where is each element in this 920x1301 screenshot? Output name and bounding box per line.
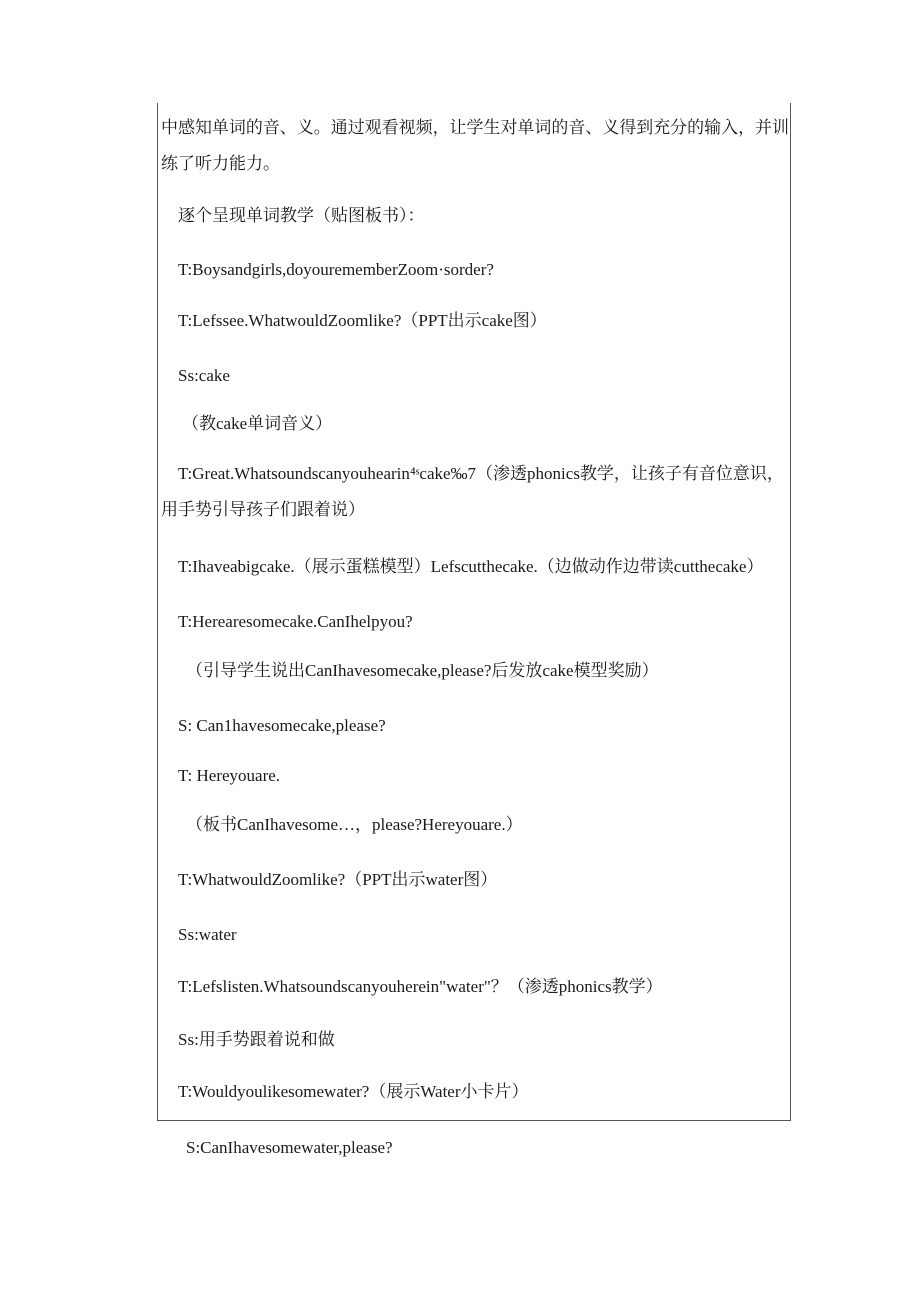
dialogue-line: T:Lefssee.WhatwouldZoomlike?（PPT出示cake图） — [178, 311, 547, 330]
dialogue-line: T:Great.Whatsoundscanyouhearin⁴ˢcake‰7（渗透phonics教学，让孩子有音位意识， — [178, 464, 784, 483]
dialogue-line-continued: 用手势引导孩子们跟着说） — [161, 500, 365, 519]
teaching-note: （教cake单词音义） — [182, 414, 333, 433]
dialogue-line: T:Lefslisten.Whatsoundscanyouherein"water"？（渗透phonics教学） — [178, 977, 663, 996]
dialogue-line: T:Herearesomecake.CanIhelpyou? — [178, 612, 413, 631]
dialogue-line: Ss:用手势跟着说和做 — [178, 1030, 335, 1049]
dialogue-line: T:WhatwouldZoomlike?（PPT出示water图） — [178, 870, 498, 889]
section-heading: 逐个呈现单词教学（贴图板书）： — [178, 206, 425, 225]
dialogue-line-after-table: S:CanIhavesomewater,please? — [186, 1138, 393, 1157]
dialogue-line: Ss:cake — [178, 366, 230, 385]
paragraph-line-1: 中感知单词的音、义。通过观看视频，让学生对单词的音、义得到充分的输入，并训 — [161, 118, 789, 137]
dialogue-line: S: Can1havesomecake,please? — [178, 716, 386, 735]
paragraph-line-2: 练了听力能力。 — [161, 154, 280, 173]
dialogue-line: T:Boysandgirls,doyourememberZoom·sorder? — [178, 260, 494, 279]
dialogue-line: T:Wouldyoulikesomewater?（展示Water小卡片） — [178, 1082, 529, 1101]
dialogue-line: Ss:water — [178, 925, 237, 944]
teaching-note: （板书CanIhavesome…，please?Hereyouare.） — [186, 815, 523, 834]
teaching-note: （引导学生说出CanIhavesomecake,please?后发放cake模型奖励） — [186, 661, 659, 680]
dialogue-line: T: Hereyouare. — [178, 766, 281, 785]
dialogue-line: T:Ihaveabigcake.（展示蛋糕模型）Lefscutthecake.（边做动作边带读cutthecake） — [178, 557, 764, 576]
